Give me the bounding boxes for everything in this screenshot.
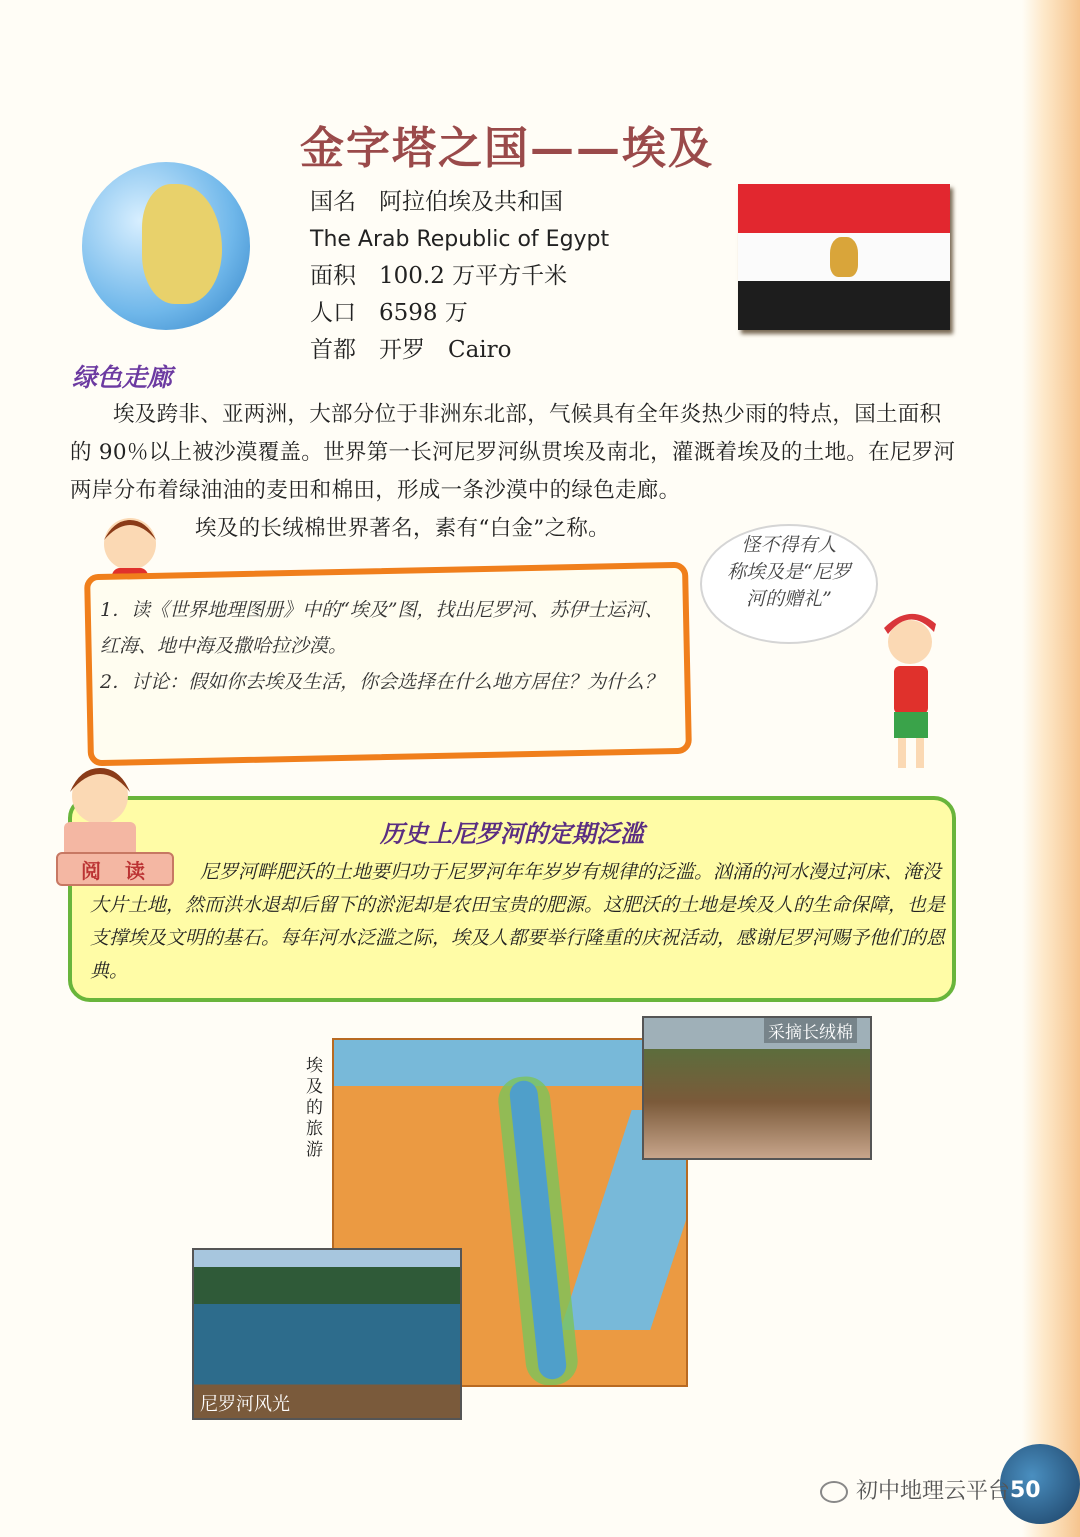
question-2: 2．讨论：假如你去埃及生活，你会选择在什么地方居住？为什么？ xyxy=(100,671,664,693)
wechat-icon xyxy=(820,1481,848,1503)
paragraph-main: 埃及跨非、亚两洲，大部分位于非洲东北部，气候具有全年炎热少雨的特点，国土面积的 90％以上被沙漠覆盖。世界第一长河尼罗河纵贯埃及南北，灌溉着埃及的土地。在尼罗河两岸分布着绿油油的麦田和棉田，形成一条沙漠中的绿色走廊。 xyxy=(70,402,956,503)
cotton-photo-caption: 采摘长绒棉 xyxy=(764,1018,857,1043)
bubble-line: 称埃及是“尼罗 xyxy=(727,561,851,583)
country-info xyxy=(310,184,609,369)
country-area: 面积 100.2 万平方千米 xyxy=(310,263,568,289)
nile-photo-caption: 尼罗河风光 xyxy=(200,1394,290,1415)
map-label: 埃及的旅游 xyxy=(306,1056,323,1160)
globe-illustration xyxy=(82,162,250,330)
section-label: 绿色走廊 xyxy=(72,363,173,392)
eagle-emblem-icon xyxy=(830,237,858,277)
watermark xyxy=(820,1474,1010,1505)
egypt-flag xyxy=(738,184,950,330)
bubble-line: 河的赠礼” xyxy=(746,588,832,610)
bubble-line: 怪不得有人 xyxy=(741,534,837,556)
country-name: 国名 阿拉伯埃及共和国 xyxy=(310,189,563,215)
reading-text-block xyxy=(90,856,946,988)
reading-box xyxy=(68,796,956,1002)
reading-tag: 阅读 xyxy=(56,852,174,886)
reading-text: 尼罗河畔肥沃的土地要归功于尼罗河年年岁岁有规律的泛滥。汹涌的河水漫过河床、淹没大片土地，然而洪水退却后留下的淤泥却是农田宝贵的肥源。这肥沃的土地是埃及人的生命保障，也是支撑埃及文明的基石。每年河水泛滥之际，埃及人都要举行隆重的庆祝活动，感谢尼罗河赐予他们的恩典。 xyxy=(90,861,946,982)
page-number: 50 xyxy=(1010,1478,1041,1503)
paragraph-cotton: 埃及的长绒棉世界著名，素有“白金”之称。 xyxy=(195,516,610,541)
watermark-text: 初中地理云平台 xyxy=(856,1479,1011,1504)
activity-questions xyxy=(100,592,675,700)
flag-black-stripe xyxy=(738,281,950,330)
country-name-en: The Arab Republic of Egypt xyxy=(310,227,610,252)
flag-red-stripe xyxy=(738,184,950,233)
question-1: 1．读《世界地理图册》中的“埃及”图，找出尼罗河、苏伊士运河、红海、地中海及撒哈拉沙漠。 xyxy=(100,599,664,657)
page-title: 金字塔之国——埃及 xyxy=(300,123,714,174)
thought-bubble xyxy=(700,524,878,644)
country-population: 人口 6598 万 xyxy=(310,300,468,326)
body-paragraph xyxy=(70,396,960,548)
africa-landmass xyxy=(142,184,222,304)
page-edge xyxy=(1022,0,1080,1537)
country-capital: 首都 开罗 Cairo xyxy=(310,337,512,363)
reading-title: 历史上尼罗河的定期泛滥 xyxy=(380,820,644,848)
flag-white-stripe xyxy=(738,233,950,282)
boy-cartoon-icon xyxy=(876,606,946,776)
